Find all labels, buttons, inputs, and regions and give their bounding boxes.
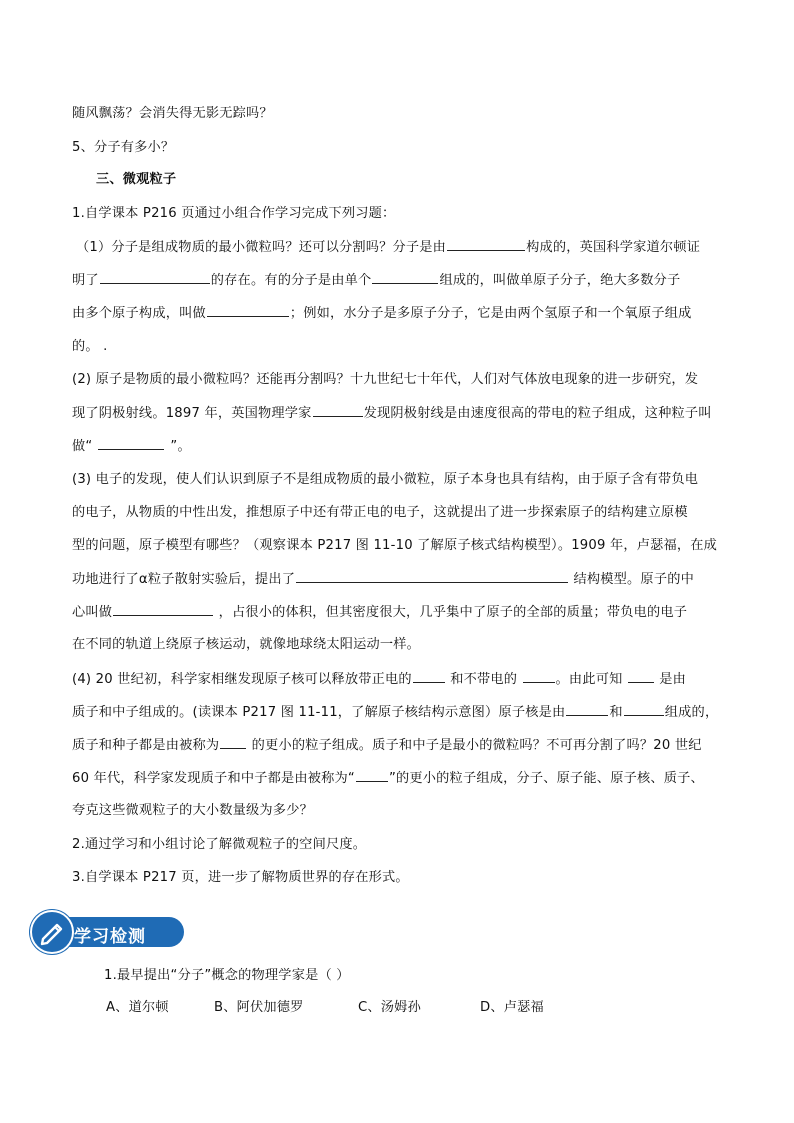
fill-blank[interactable] xyxy=(207,303,289,317)
fill-blank[interactable] xyxy=(220,735,246,749)
text-segment: 质子和种子都是由被称为 xyxy=(72,738,220,753)
text-segment: （1）分子是组成物质的最小微粒吗？还可以分割吗？分子是由 xyxy=(76,240,447,255)
text-segment: 明了 xyxy=(72,273,99,288)
text-segment: 结构模型。原子的中 xyxy=(573,572,694,587)
text-segment: 60 年代，科学家发现质子和中子都是由被称为“ xyxy=(72,771,355,786)
paragraph-4-line-4 xyxy=(72,768,704,789)
fill-blank[interactable] xyxy=(628,669,654,683)
section-heading: 三、微观粒子 xyxy=(96,172,177,187)
text-segment: ，占很小的体积，但其密度很大，几乎集中了原子的全部的质量；带负电的电子 xyxy=(218,605,688,620)
fill-blank[interactable] xyxy=(100,270,210,284)
paragraph-3-line-5 xyxy=(72,602,687,623)
paragraph-3-line-6: 在不同的轨道上绕原子核运动，就像地球绕太阳运动一样。 xyxy=(72,637,421,652)
fill-blank[interactable] xyxy=(624,702,664,716)
text-segment: 功地进行了α粒子散射实验后，提出了 xyxy=(72,572,296,587)
paragraph-2-line-3 xyxy=(72,436,191,457)
paragraph-2-line-2 xyxy=(72,403,712,424)
fill-blank[interactable] xyxy=(372,270,438,284)
text-segment: ”。 xyxy=(170,439,191,454)
paragraph-3-line-4 xyxy=(72,569,694,590)
fill-blank[interactable] xyxy=(98,436,164,450)
instruction-2: 2.通过学习和小组讨论了解微观粒子的空间尺度。 xyxy=(72,837,367,852)
paragraph-4-line-5: 夸克这些微观粒子的大小数量级为多少？ xyxy=(72,803,313,818)
quiz-question-1: 1.最早提出“分子”概念的物理学家是（ ） xyxy=(104,968,350,983)
text-line: 随风飘荡？会消失得无影无踪吗？ xyxy=(72,106,273,121)
paragraph-1-line-3 xyxy=(72,303,692,324)
fill-blank[interactable] xyxy=(113,602,213,616)
paragraph-3-line-3: 型的问题，原子模型有哪些？（观察课本 P217 图 11-10 了解原子核式结构模型）。1909 年，卢瑟福，在成 xyxy=(72,538,718,553)
fill-blank[interactable] xyxy=(356,768,388,782)
text-segment: (4) 20 世纪初，科学家相继发现原子核可以释放带正电的 xyxy=(72,672,412,687)
text-segment: 是由 xyxy=(659,672,687,687)
text-segment: 组成的， xyxy=(664,705,719,720)
paragraph-3-line-2: 的电子，从物质的中性出发，推想原子中还有带正电的电子，这就提出了进一步探索原子的结构建立原模 xyxy=(72,505,688,520)
paragraph-4-line-2 xyxy=(72,702,718,723)
fill-blank[interactable] xyxy=(523,669,555,683)
fill-blank[interactable] xyxy=(413,669,445,683)
text-segment: ；例如，水分子是多原子分子，它是由两个氢原子和一个氧原子组成 xyxy=(289,306,692,321)
text-segment: 的更小的粒子组成。质子和中子是最小的微粒吗？不可再分割了吗？20 世纪 xyxy=(251,738,702,753)
banner-title: 学习检测 xyxy=(74,927,146,947)
text-segment: 构成的，英国科学家道尔顿证 xyxy=(526,240,701,255)
paragraph-1-line-2 xyxy=(72,270,680,291)
option-d[interactable]: D、卢瑟福 xyxy=(480,1000,544,1015)
text-segment: 。由此可知 xyxy=(555,672,623,687)
paragraph-1-line-1 xyxy=(76,237,700,258)
instruction-1: 1.自学课本 P216 页通过小组合作学习完成下列习题： xyxy=(72,206,396,221)
paragraph-3-line-1: (3) 电子的发现，使人们认识到原子不是组成物质的最小微粒，原子本身也具有结构，由于原子含有带负电 xyxy=(72,472,699,487)
text-segment: 做“ xyxy=(72,439,93,454)
text-segment: ”的更小的粒子组成，分子、原子能、原子核、质子、 xyxy=(388,771,704,786)
paragraph-4-line-1 xyxy=(72,669,686,690)
section-banner xyxy=(30,910,184,952)
instruction-3: 3.自学课本 P217 页，进一步了解物质世界的存在形式。 xyxy=(72,870,409,885)
pencil-icon xyxy=(30,910,74,954)
fill-blank[interactable] xyxy=(566,702,608,716)
text-segment: 和 xyxy=(609,705,623,720)
text-segment: 和不带电的 xyxy=(450,672,518,687)
paragraph-2-line-1: (2) 原子是物质的最小微粒吗？还能再分割吗？十九世纪七十年代，人们对气体放电现象的进一步研究，发 xyxy=(72,372,699,387)
paragraph-1-line-4: 的。 . xyxy=(72,339,108,354)
text-segment: 心叫做 xyxy=(72,605,113,620)
question-5: 5、分子有多小？ xyxy=(72,140,175,155)
text-segment: 的存在。有的分子是由单个 xyxy=(210,273,372,288)
option-a[interactable]: A、道尔顿 xyxy=(106,1000,169,1015)
paragraph-4-line-3 xyxy=(72,735,702,756)
quiz-options xyxy=(106,998,544,1018)
fill-blank[interactable] xyxy=(313,403,363,417)
text-segment: 组成的，叫做单原子分子，绝大多数分子 xyxy=(439,273,681,288)
option-c[interactable]: C、汤姆孙 xyxy=(358,1000,421,1015)
option-b[interactable]: B、阿伏加德罗 xyxy=(214,1000,304,1015)
fill-blank[interactable] xyxy=(296,569,568,583)
text-segment: 由多个原子构成，叫做 xyxy=(72,306,206,321)
text-segment: 现了阴极射线。1897 年，英国物理学家 xyxy=(72,406,312,421)
text-segment: 质子和中子组成的。(读课本 P217 图 11-11，了解原子核结构示意图）原子核是由 xyxy=(72,705,566,720)
fill-blank[interactable] xyxy=(447,237,525,251)
text-segment: 发现阴极射线是由速度很高的带电的粒子组成，这种粒子叫 xyxy=(363,406,712,421)
